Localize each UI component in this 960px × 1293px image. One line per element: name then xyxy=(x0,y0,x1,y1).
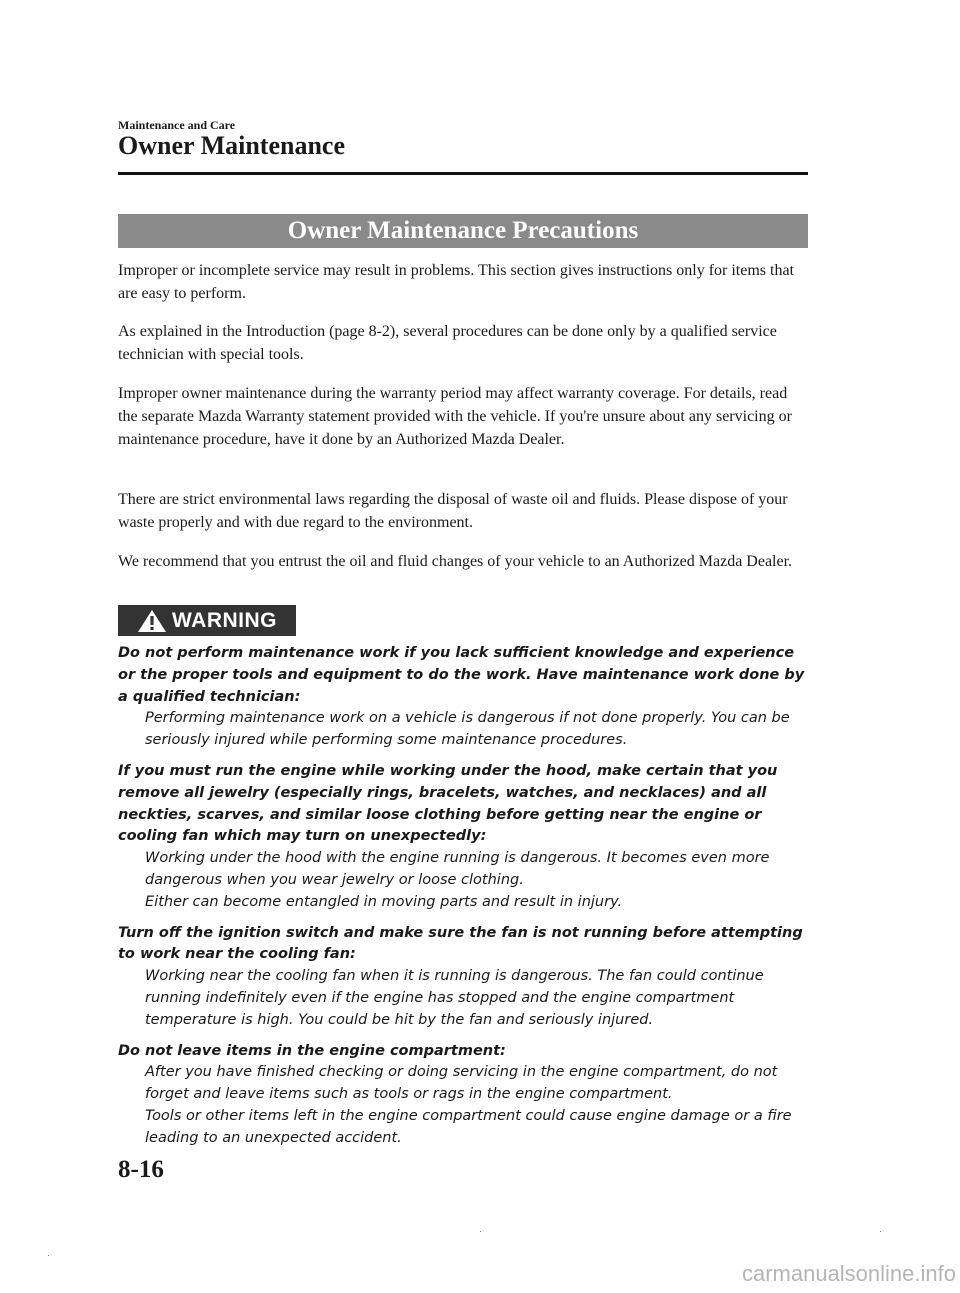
section-title: Owner Maintenance xyxy=(118,131,345,160)
warning-heading: If you must run the engine while working under the hood, make certain that you remove all jewelry (especially rings, bracelets, watches, and necklaces) and all neckties, scarves, and similar loose clothing before getting near the engine or cooling fan which may turn on unexpectedly: xyxy=(118,762,778,845)
warning-detail: Working near the cooling fan when it is running is dangerous. The fan could continue running indefinitely even if the engine has stopped and the engine compartment temperature is high. You could be hit by the fan and seriously injured. xyxy=(145,968,764,1028)
warning-item xyxy=(118,923,810,1032)
print-mark xyxy=(48,1255,49,1256)
paragraph-environment: There are strict environmental laws regarding the disposal of waste oil and fluids. Please dispose of your waste properly and with due regard to the environment. xyxy=(118,491,788,531)
section-label: Maintenance and Care xyxy=(118,118,236,132)
warning-item xyxy=(118,643,810,752)
banner-title: Owner Maintenance Precautions xyxy=(287,217,639,244)
warning-detail: Tools or other items left in the engine compartment could cause engine damage or a fire leading to an unexpected accident. xyxy=(145,1107,792,1146)
warning-heading: Do not perform maintenance work if you lack sufficient knowledge and experience or the proper tools and equipment to do the work. Have maintenance work done by a qualified technician: xyxy=(118,645,805,705)
paragraph-introduction: As explained in the Introduction (page 8-2), several procedures can be done only by a qualified service technician with special tools. xyxy=(118,323,777,363)
warning-detail: Performing maintenance work on a vehicle is dangerous if not done properly. You can be seriously injured while performing some maintenance procedures. xyxy=(145,710,790,749)
print-mark xyxy=(480,1231,481,1232)
warning-body xyxy=(118,643,810,1159)
warning-label-text: WARNING xyxy=(172,608,277,632)
paragraph-recommend: We recommend that you entrust the oil and fluid changes of your vehicle to an Authorized Mazda Dealer. xyxy=(118,553,793,570)
paragraph-warranty: Improper owner maintenance during the warranty period may affect warranty coverage. For details, read the separate Mazda Warranty statement provided with the vehicle. If you're unsure about any servicing or maintenance procedure, have it done by an Authorized Mazda Dealer. xyxy=(118,385,792,448)
watermark: carmanualsonline.info xyxy=(741,1261,956,1286)
title-divider xyxy=(118,172,808,175)
warning-item xyxy=(118,1041,810,1150)
warning-detail: Working under the hood with the engine running is dangerous. It becomes even more dangerous when you wear jewelry or loose clothing. xyxy=(145,850,770,888)
warning-triangle-icon xyxy=(137,609,167,633)
warning-heading: Turn off the ignition switch and make sure the fan is not running before attempting to work near the cooling fan: xyxy=(118,924,803,963)
print-mark xyxy=(880,1231,881,1232)
warning-detail: After you have finished checking or doing servicing in the engine compartment, do not forget and leave items such as tools or rags in the engine compartment. xyxy=(145,1064,778,1103)
warning-heading: Do not leave items in the engine compartment: xyxy=(118,1042,506,1059)
warning-item xyxy=(118,761,810,914)
warning-detail: Either can become entangled in moving parts and result in injury. xyxy=(145,893,623,910)
page-number: 8-16 xyxy=(118,1156,164,1183)
precautions-banner xyxy=(118,214,808,248)
paragraph-service: Improper or incomplete service may result in problems. This section gives instructions only for items that are easy to perform. xyxy=(118,262,795,302)
warning-label xyxy=(118,605,296,636)
